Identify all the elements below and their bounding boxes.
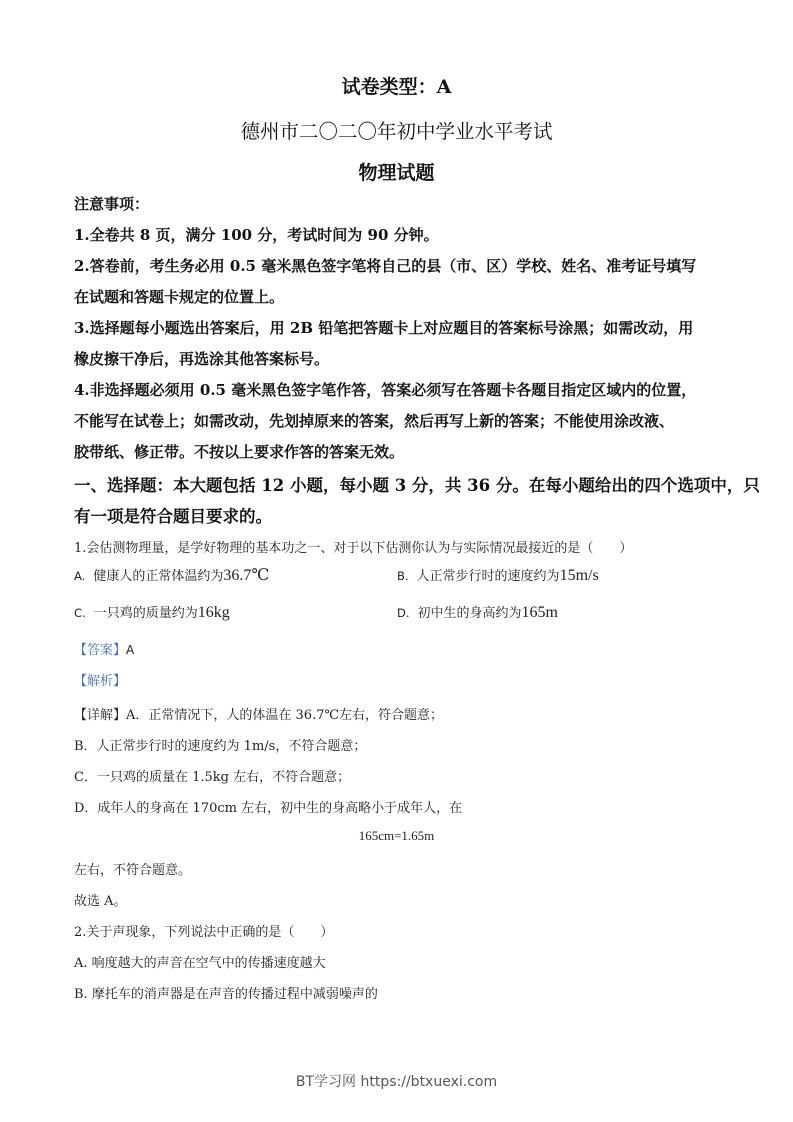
- detail-line: 左右，不符合题意。: [74, 863, 192, 878]
- answer-label: 【答案】: [74, 643, 127, 658]
- option-text: 一只鸡的质量约为: [93, 606, 198, 621]
- subject-title: 物理试题: [358, 162, 435, 184]
- option-letter: C.: [74, 606, 86, 620]
- notice-line: 1.全卷共 8 页，满分 100 分，考试时间为 90 分钟。: [74, 226, 439, 244]
- exam-title: 德州市二〇二〇年初中学业水平考试: [240, 120, 553, 143]
- notice-line: 4.非选择题必须用 0.5 毫米黑色签字笔作答，答案必须写在答题卡各题目指定区域内的位置，: [74, 381, 697, 399]
- notice-line: 2.答卷前，考生务必用 0.5 毫米黑色签字笔将自己的县（市、区）学校、姓名、准考证号填写: [74, 257, 697, 275]
- question-1-option-d: [397, 602, 558, 622]
- question-2-option-b: B. 摩托车的消声器是在声音的传播过程中减弱噪声的: [74, 987, 378, 1002]
- question-2-stem: 2.关于声现象，下列说法中正确的是（ ）: [74, 925, 334, 940]
- notice-line: 胶带纸、修正带。不按以上要求作答的答案无效。: [74, 443, 405, 461]
- watermark-footer: BT学习网 https://btxuexi.com: [295, 1074, 498, 1090]
- section-heading: 一、选择题：本大题包括 12 小题，每小题 3 分，共 36 分。在每小题给出的四个选项中，只: [74, 476, 760, 495]
- question-2-option-a: A. 响度越大的声音在空气中的传播速度越大: [74, 956, 326, 971]
- conclusion: 故选 A。: [74, 894, 127, 909]
- detail-line: D．成年人的身高在 170cm 左右，初中生的身高略小于成年人，在: [74, 801, 463, 816]
- notice-heading: 注意事项：: [74, 195, 150, 213]
- notice-line: 在试题和答题卡规定的位置上。: [74, 288, 285, 306]
- question-1-stem: 1.会估测物理量，是学好物理的基本功之一、对于以下估测你认为与实际情况最接近的是（ ）: [74, 541, 633, 556]
- detail-line: C．一只鸡的质量在 1.5kg 左右，不符合题意；: [74, 770, 351, 785]
- section-heading: 有一项是符合题目要求的。: [74, 507, 272, 526]
- option-value: 36.7℃: [223, 567, 270, 584]
- option-letter: A.: [74, 569, 86, 583]
- notice-line: 橡皮擦干净后，再选涂其他答案标号。: [74, 350, 330, 368]
- question-1-option-c: [74, 602, 230, 622]
- answer-line: [74, 639, 134, 658]
- option-letter: B.: [397, 569, 409, 583]
- detail-line: 【详解】A．正常情况下，人的体温在 36.7℃左右，符合题意；: [74, 708, 444, 723]
- notice-line: 不能写在试卷上；如需改动，先划掉原来的答案，然后再写上新的答案；不能使用涂改液、: [74, 412, 675, 430]
- answer-value: A: [126, 643, 135, 657]
- question-1-option-a: [74, 565, 269, 585]
- question-1-option-b: [397, 565, 599, 585]
- equation: 165cm=1.65m: [358, 828, 435, 843]
- option-value: 165m: [521, 604, 558, 621]
- detail-line: B．人正常步行时的速度约为 1m/s，不符合题意；: [74, 739, 367, 754]
- analysis-label: 【解析】: [74, 674, 127, 689]
- paper-type: 试卷类型：A: [341, 76, 452, 98]
- option-letter: D.: [397, 606, 410, 620]
- notice-line: 3.选择题每小题选出答案后，用 2B 铅笔把答题卡上对应题目的答案标号涂黑；如需改动，用: [74, 319, 694, 337]
- option-text: 人正常步行时的速度约为: [416, 569, 560, 584]
- option-value: 16kg: [197, 604, 230, 621]
- option-text: 健康人的正常体温约为: [93, 569, 224, 584]
- option-text: 初中生的身高约为: [417, 606, 522, 621]
- option-value: 15m/s: [559, 567, 599, 584]
